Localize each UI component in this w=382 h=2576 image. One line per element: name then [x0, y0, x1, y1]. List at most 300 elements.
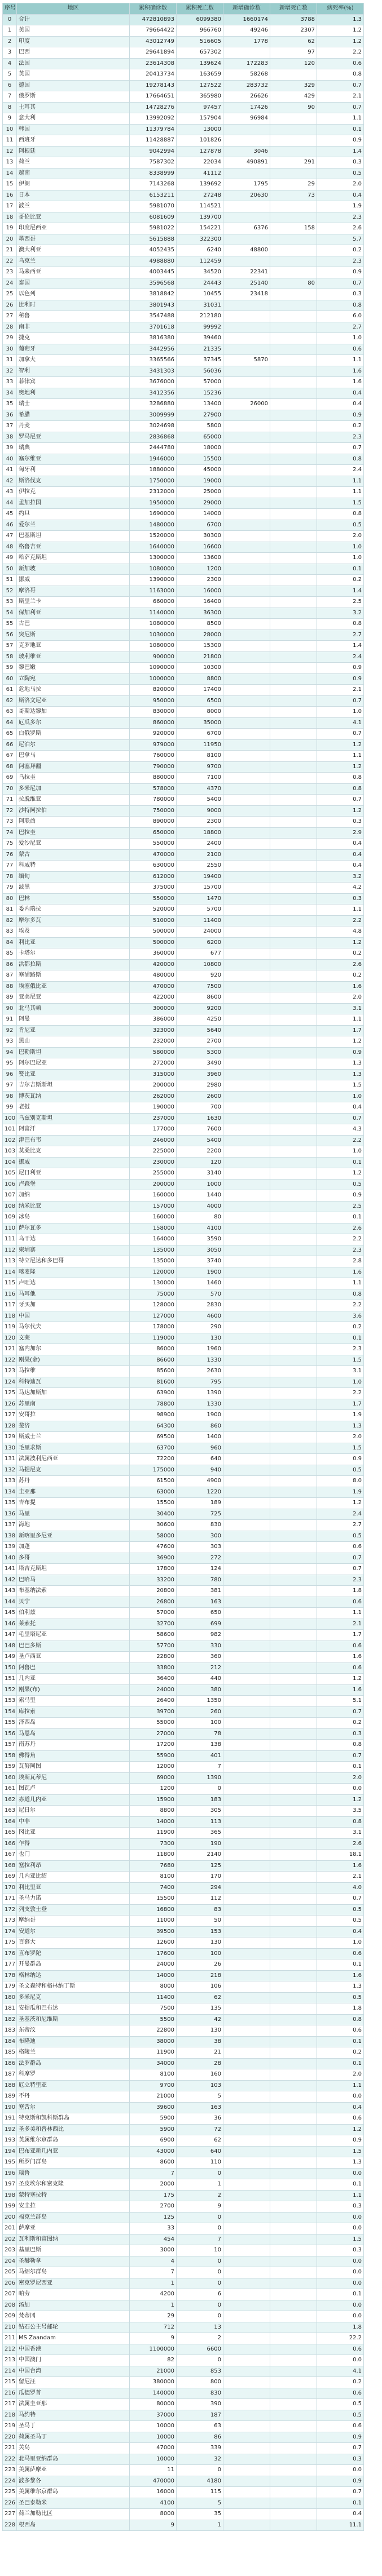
table-row[interactable] — [3, 1465, 364, 1476]
table-row[interactable] — [3, 1564, 364, 1575]
table-row[interactable] — [3, 1355, 364, 1366]
table-row[interactable] — [3, 1080, 364, 1092]
table-row[interactable] — [3, 1894, 364, 1905]
table-row[interactable] — [3, 1179, 364, 1190]
table-row[interactable] — [3, 2465, 364, 2476]
table-row[interactable] — [3, 926, 364, 938]
table-row[interactable] — [3, 1025, 364, 1036]
table-row[interactable] — [3, 1860, 364, 1872]
table-row[interactable] — [3, 432, 364, 443]
new-confirmed-cell — [223, 1894, 270, 1905]
table-row[interactable] — [3, 2267, 364, 2278]
table-row[interactable] — [3, 1476, 364, 1487]
table-row[interactable] — [3, 1058, 364, 1070]
cumulative-deaths-cell: 163 — [177, 2102, 223, 2113]
table-row[interactable] — [3, 179, 364, 190]
table-row[interactable] — [3, 849, 364, 861]
table-row[interactable] — [3, 1706, 364, 1718]
table-row[interactable] — [3, 751, 364, 762]
table-row[interactable] — [3, 2135, 364, 2147]
table-row[interactable] — [3, 190, 364, 201]
table-row[interactable] — [3, 1662, 364, 1674]
table-row[interactable] — [3, 1597, 364, 1608]
table-row[interactable] — [3, 2014, 364, 2025]
table-row[interactable] — [3, 212, 364, 223]
table-row[interactable] — [3, 2190, 364, 2201]
fatality-rate-cell: 1.2 — [317, 25, 364, 37]
table-row[interactable] — [3, 1157, 364, 1168]
table-row[interactable] — [3, 2520, 364, 2531]
index-cell: 194 — [3, 2146, 17, 2157]
index-cell: 195 — [3, 2157, 17, 2169]
table-row[interactable] — [3, 1575, 364, 1586]
table-row[interactable] — [3, 1245, 364, 1256]
table-row[interactable] — [3, 2058, 364, 2069]
table-row[interactable] — [3, 1498, 364, 1509]
table-row[interactable] — [3, 2179, 364, 2191]
table-row[interactable] — [3, 2443, 364, 2454]
table-row[interactable] — [3, 608, 364, 619]
table-row[interactable] — [3, 2498, 364, 2509]
table-row[interactable] — [3, 2399, 364, 2410]
region-cell: 毛里求斯 — [17, 1443, 130, 1454]
table-row[interactable] — [3, 47, 364, 59]
index-cell: 120 — [3, 1333, 17, 1344]
table-row[interactable] — [3, 1003, 364, 1014]
table-row[interactable] — [3, 795, 364, 806]
table-row[interactable] — [3, 1223, 364, 1234]
column-header-cumulative-confirmed[interactable]: 累积确诊数 — [130, 3, 177, 15]
fatality-rate-cell: 1.0 — [317, 1146, 364, 1158]
new-confirmed-cell — [223, 1234, 270, 1245]
table-row[interactable] — [3, 1652, 364, 1663]
table-row[interactable] — [3, 707, 364, 718]
table-row[interactable] — [3, 80, 364, 91]
table-row[interactable] — [3, 146, 364, 157]
table-row[interactable] — [3, 1641, 364, 1652]
table-row[interactable] — [3, 69, 364, 81]
table-row[interactable] — [3, 2432, 364, 2443]
index-cell: 131 — [3, 1454, 17, 1465]
column-header-region[interactable]: 地区 — [17, 3, 130, 15]
table-row[interactable] — [3, 2289, 364, 2300]
table-row[interactable] — [3, 410, 364, 421]
cumulative-deaths-cell: 189 — [177, 1498, 223, 1509]
new-confirmed-cell — [223, 388, 270, 399]
table-row[interactable] — [3, 1113, 364, 1124]
table-row[interactable] — [3, 1838, 364, 1850]
table-row[interactable] — [3, 2454, 364, 2465]
table-row[interactable] — [3, 124, 364, 135]
table-row[interactable] — [3, 58, 364, 69]
table-row[interactable] — [3, 1135, 364, 1146]
table-row[interactable] — [3, 91, 364, 103]
cumulative-confirmed-cell: 1090000 — [130, 663, 177, 674]
table-row[interactable] — [3, 1311, 364, 1322]
table-row[interactable] — [3, 1674, 364, 1685]
table-row[interactable] — [3, 1619, 364, 1630]
fatality-rate-cell: 0.3 — [317, 2454, 364, 2465]
table-row[interactable] — [3, 915, 364, 926]
table-row[interactable] — [3, 2300, 364, 2311]
table-row[interactable] — [3, 586, 364, 597]
column-header-cumulative-deaths[interactable]: 累积死亡数 — [177, 3, 223, 15]
table-row[interactable] — [3, 2377, 364, 2388]
cumulative-confirmed-cell: 11900 — [130, 1828, 177, 1839]
table-row[interactable] — [3, 2311, 364, 2322]
table-row[interactable] — [3, 1981, 364, 1993]
cumulative-confirmed-cell: 19278143 — [130, 80, 177, 91]
new-confirmed-cell — [223, 1498, 270, 1509]
table-row[interactable] — [3, 695, 364, 707]
table-row[interactable] — [3, 278, 364, 289]
table-row[interactable] — [3, 717, 364, 729]
region-cell: 澳大利亚 — [17, 245, 130, 256]
table-row[interactable] — [3, 905, 364, 916]
table-row[interactable] — [3, 564, 364, 575]
table-row[interactable] — [3, 1740, 364, 1751]
table-row[interactable] — [3, 2245, 364, 2256]
fatality-rate-cell: 1.3 — [317, 1069, 364, 1080]
table-row[interactable] — [3, 344, 364, 355]
new-confirmed-cell — [223, 1630, 270, 1641]
table-row[interactable] — [3, 322, 364, 333]
new-deaths-cell — [270, 2399, 317, 2410]
table-row[interactable] — [3, 300, 364, 311]
table-row[interactable] — [3, 1542, 364, 1553]
table-row[interactable] — [3, 1992, 364, 2003]
table-row[interactable] — [3, 1882, 364, 1894]
table-row[interactable] — [3, 2223, 364, 2234]
table-row[interactable] — [3, 641, 364, 652]
cumulative-confirmed-cell: 5615888 — [130, 234, 177, 245]
table-row[interactable] — [3, 1278, 364, 1289]
cumulative-deaths-cell: 86 — [177, 2432, 223, 2443]
new-confirmed-cell — [223, 366, 270, 377]
table-row[interactable] — [3, 2047, 364, 2059]
table-row[interactable] — [3, 223, 364, 234]
table-row[interactable] — [3, 1432, 364, 1443]
table-row[interactable] — [3, 2091, 364, 2103]
new-confirmed-cell — [223, 2245, 270, 2256]
index-cell: 22 — [3, 256, 17, 267]
table-row[interactable] — [3, 673, 364, 685]
cumulative-deaths-cell: 800 — [177, 2377, 223, 2388]
table-row[interactable] — [3, 531, 364, 542]
column-header-new-deaths[interactable]: 新增死亡数 — [270, 3, 317, 15]
table-row[interactable] — [3, 773, 364, 784]
new-confirmed-cell — [223, 839, 270, 850]
table-row[interactable] — [3, 948, 364, 960]
table-row[interactable] — [3, 739, 364, 751]
table-row[interactable] — [3, 937, 364, 948]
fatality-rate-cell: 0.9 — [317, 663, 364, 674]
table-row[interactable] — [3, 1728, 364, 1740]
table-row[interactable] — [3, 1828, 364, 1839]
table-row[interactable] — [3, 1784, 364, 1795]
region-cell: 也门 — [17, 1850, 130, 1861]
table-row[interactable] — [3, 1256, 364, 1267]
table-row[interactable] — [3, 2487, 364, 2498]
cumulative-deaths-cell: 940 — [177, 1465, 223, 1476]
total-row[interactable] — [3, 14, 364, 25]
table-row[interactable] — [3, 861, 364, 872]
table-row[interactable] — [3, 135, 364, 147]
table-row[interactable] — [3, 542, 364, 553]
table-row[interactable] — [3, 2080, 364, 2091]
table-row[interactable] — [3, 1520, 364, 1531]
table-row[interactable] — [3, 1399, 364, 1410]
table-row[interactable] — [3, 1718, 364, 1729]
region-cell: 蒙特塞拉特 — [17, 2190, 130, 2201]
table-row[interactable] — [3, 729, 364, 740]
table-row[interactable] — [3, 443, 364, 454]
cumulative-deaths-cell: 657302 — [177, 47, 223, 59]
table-row[interactable] — [3, 2212, 364, 2223]
table-row[interactable] — [3, 883, 364, 894]
fatality-rate-cell: 1.8 — [317, 2003, 364, 2015]
table-row[interactable] — [3, 168, 364, 179]
table-row[interactable] — [3, 333, 364, 344]
table-row[interactable] — [3, 366, 364, 377]
table-row[interactable] — [3, 761, 364, 773]
table-row[interactable] — [3, 1794, 364, 1806]
table-row[interactable] — [3, 1696, 364, 1707]
table-row[interactable] — [3, 2256, 364, 2267]
table-row[interactable] — [3, 2003, 364, 2015]
region-cell: 苏里南 — [17, 1399, 130, 1410]
table-row[interactable] — [3, 36, 364, 47]
table-row[interactable] — [3, 399, 364, 410]
table-row[interactable] — [3, 1937, 364, 1949]
table-row[interactable] — [3, 871, 364, 883]
table-row[interactable] — [3, 970, 364, 982]
table-row[interactable] — [3, 663, 364, 674]
table-row[interactable] — [3, 289, 364, 300]
cumulative-confirmed-cell: 17664651 — [130, 91, 177, 103]
cumulative-confirmed-cell: 660000 — [130, 597, 177, 608]
new-confirmed-cell — [223, 1981, 270, 1993]
table-row[interactable] — [3, 1190, 364, 1201]
table-row[interactable] — [3, 1443, 364, 1454]
table-row[interactable] — [3, 1267, 364, 1278]
table-row[interactable] — [3, 575, 364, 586]
table-row[interactable] — [3, 1146, 364, 1158]
table-row[interactable] — [3, 1168, 364, 1180]
table-row[interactable] — [3, 476, 364, 487]
table-row[interactable] — [3, 388, 364, 399]
table-row[interactable] — [3, 651, 364, 663]
table-row[interactable] — [3, 2333, 364, 2344]
table-row[interactable] — [3, 1850, 364, 1861]
table-row[interactable] — [3, 2476, 364, 2487]
table-row[interactable] — [3, 1300, 364, 1311]
table-row[interactable] — [3, 2124, 364, 2135]
table-row[interactable] — [3, 992, 364, 1004]
table-row[interactable] — [3, 1014, 364, 1026]
table-row[interactable] — [3, 245, 364, 256]
table-row[interactable] — [3, 1124, 364, 1136]
table-row[interactable] — [3, 597, 364, 608]
fatality-rate-cell: 1.1 — [317, 1608, 364, 1619]
table-row[interactable] — [3, 2157, 364, 2169]
table-row[interactable] — [3, 1772, 364, 1784]
table-row[interactable] — [3, 421, 364, 432]
table-row[interactable] — [3, 1959, 364, 1971]
table-row[interactable] — [3, 25, 364, 37]
cumulative-confirmed-cell: 8000 — [130, 2509, 177, 2520]
new-deaths-cell — [270, 2377, 317, 2388]
table-row[interactable] — [3, 619, 364, 630]
table-row[interactable] — [3, 1047, 364, 1058]
table-row[interactable] — [3, 1904, 364, 1916]
table-row[interactable] — [3, 685, 364, 696]
table-row[interactable] — [3, 355, 364, 366]
table-row[interactable] — [3, 1509, 364, 1520]
cumulative-confirmed-cell: 580000 — [130, 1047, 177, 1058]
table-row[interactable] — [3, 839, 364, 850]
table-row[interactable] — [3, 2069, 364, 2081]
table-row[interactable] — [3, 1201, 364, 1212]
table-row[interactable] — [3, 1410, 364, 1421]
table-row[interactable] — [3, 1806, 364, 1817]
table-row[interactable] — [3, 1102, 364, 1114]
index-cell: 213 — [3, 2355, 17, 2366]
table-row[interactable] — [3, 509, 364, 520]
table-row[interactable] — [3, 311, 364, 322]
table-row[interactable] — [3, 1333, 364, 1344]
table-row[interactable] — [3, 553, 364, 564]
region-cell: 孟加拉国 — [17, 498, 130, 509]
index-cell: 66 — [3, 739, 17, 751]
cumulative-confirmed-cell: 11 — [130, 2465, 177, 2476]
table-row[interactable] — [3, 1036, 364, 1048]
table-row[interactable] — [3, 201, 364, 212]
new-deaths-cell — [270, 1619, 317, 1630]
table-row[interactable] — [3, 893, 364, 905]
table-row[interactable] — [3, 2421, 364, 2432]
new-confirmed-cell — [223, 849, 270, 861]
table-row[interactable] — [3, 1531, 364, 1542]
table-row[interactable] — [3, 1586, 364, 1597]
region-cell: 巴拿马 — [17, 751, 130, 762]
table-row[interactable] — [3, 827, 364, 839]
table-row[interactable] — [3, 1816, 364, 1828]
table-row[interactable] — [3, 487, 364, 498]
table-row[interactable] — [3, 1684, 364, 1696]
new-confirmed-cell — [223, 487, 270, 498]
table-row[interactable] — [3, 1872, 364, 1883]
table-row[interactable] — [3, 1388, 364, 1399]
table-row[interactable] — [3, 2388, 364, 2399]
fatality-rate-cell: 1.2 — [317, 36, 364, 47]
table-row[interactable] — [3, 2168, 364, 2179]
table-row[interactable] — [3, 2201, 364, 2213]
table-row[interactable] — [3, 2344, 364, 2355]
table-row[interactable] — [3, 2025, 364, 2037]
cumulative-deaths-cell: 15500 — [177, 454, 223, 465]
table-row[interactable] — [3, 1289, 364, 1300]
table-row[interactable] — [3, 1366, 364, 1377]
table-row[interactable] — [3, 805, 364, 817]
column-header-index[interactable]: 序号 — [3, 3, 17, 15]
table-row[interactable] — [3, 1234, 364, 1245]
table-row[interactable] — [3, 1344, 364, 1355]
table-row[interactable] — [3, 2410, 364, 2421]
table-row[interactable] — [3, 102, 364, 113]
column-header-new-confirmed[interactable]: 新增确诊数 — [223, 3, 270, 15]
table-row[interactable] — [3, 959, 364, 970]
table-row[interactable] — [3, 1421, 364, 1432]
table-row[interactable] — [3, 377, 364, 388]
table-row[interactable] — [3, 520, 364, 531]
table-row[interactable] — [3, 498, 364, 509]
table-row[interactable] — [3, 2234, 364, 2245]
table-row[interactable] — [3, 1377, 364, 1388]
table-row[interactable] — [3, 2322, 364, 2333]
table-row[interactable] — [3, 1948, 364, 1959]
table-row[interactable] — [3, 465, 364, 476]
region-cell: 科特迪瓦 — [17, 1377, 130, 1388]
new-deaths-cell — [270, 2245, 317, 2256]
column-header-fatality-rate[interactable]: 病死率(%) — [317, 3, 364, 15]
table-row[interactable] — [3, 1916, 364, 1927]
table-row[interactable] — [3, 1630, 364, 1641]
table-row[interactable] — [3, 1750, 364, 1762]
table-row[interactable] — [3, 1926, 364, 1937]
index-cell: 33 — [3, 377, 17, 388]
table-row[interactable] — [3, 2509, 364, 2520]
table-row[interactable] — [3, 1970, 364, 1981]
table-row[interactable] — [3, 817, 364, 828]
table-row[interactable] — [3, 113, 364, 125]
region-cell: 塔吉克斯坦 — [17, 1564, 130, 1575]
table-row[interactable] — [3, 256, 364, 267]
table-row[interactable] — [3, 783, 364, 795]
table-row[interactable] — [3, 1322, 364, 1333]
table-row[interactable] — [3, 1608, 364, 1619]
cumulative-deaths-cell: 22034 — [177, 157, 223, 169]
table-row[interactable] — [3, 2102, 364, 2113]
table-row[interactable] — [3, 1487, 364, 1498]
table-row[interactable] — [3, 1762, 364, 1773]
table-row[interactable] — [3, 1553, 364, 1564]
table-row[interactable] — [3, 234, 364, 245]
table-row[interactable] — [3, 2146, 364, 2157]
table-row[interactable] — [3, 981, 364, 992]
table-row[interactable] — [3, 2278, 364, 2289]
table-row[interactable] — [3, 2355, 364, 2366]
table-row[interactable] — [3, 2366, 364, 2377]
table-row[interactable] — [3, 1069, 364, 1080]
table-row[interactable] — [3, 2036, 364, 2047]
table-row[interactable] — [3, 1091, 364, 1102]
table-row[interactable] — [3, 267, 364, 278]
new-confirmed-cell — [223, 2256, 270, 2267]
table-row[interactable] — [3, 1454, 364, 1465]
table-row[interactable] — [3, 454, 364, 465]
table-row[interactable] — [3, 2113, 364, 2125]
new-deaths-cell — [270, 124, 317, 135]
cumulative-confirmed-cell: 9 — [130, 2520, 177, 2531]
table-row[interactable] — [3, 157, 364, 169]
table-row[interactable] — [3, 1212, 364, 1223]
table-row[interactable] — [3, 629, 364, 641]
region-cell: 冈比亚 — [17, 1828, 130, 1839]
cumulative-confirmed-cell: 157000 — [130, 1201, 177, 1212]
index-cell: 17 — [3, 201, 17, 212]
new-deaths-cell — [270, 1937, 317, 1949]
